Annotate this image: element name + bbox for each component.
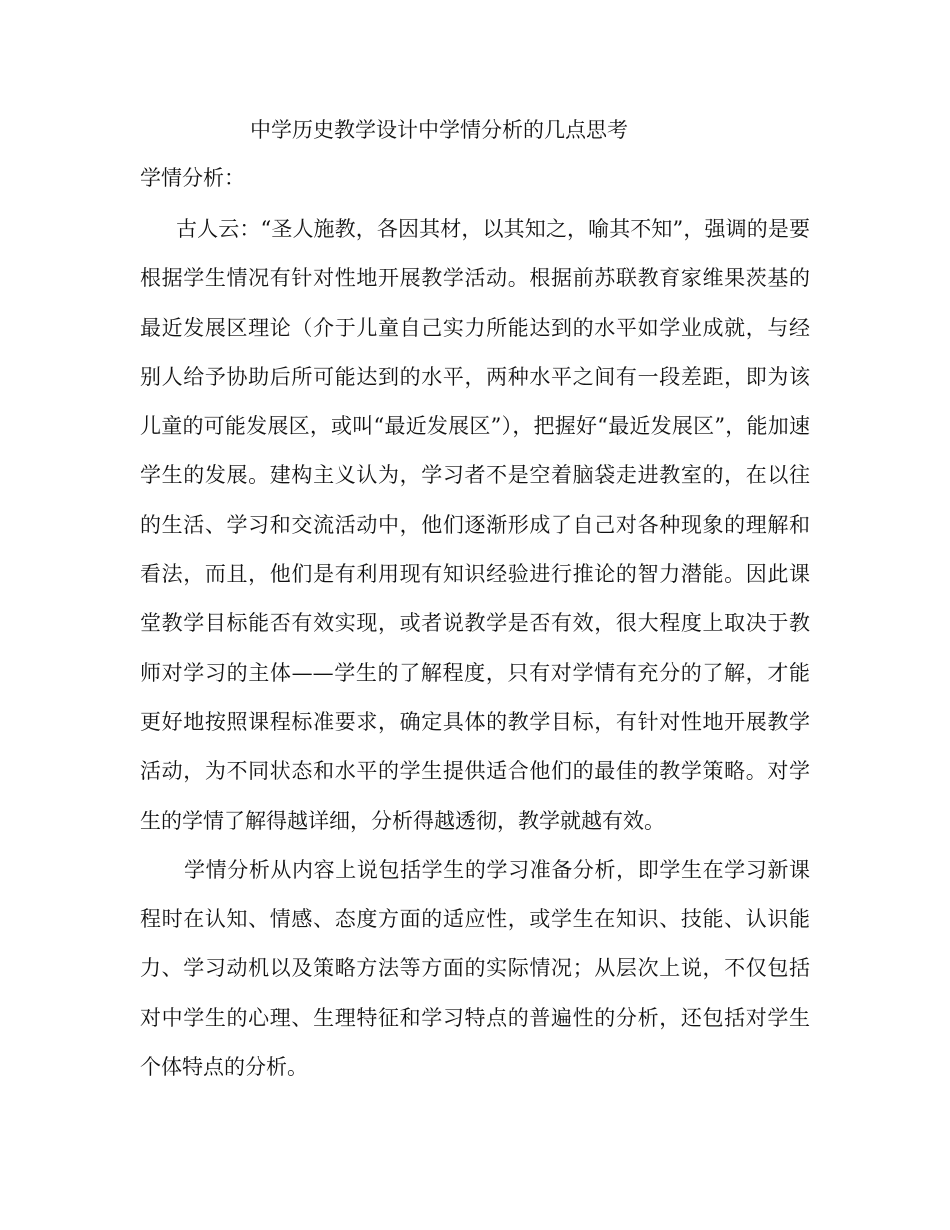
- document-title: 中学历史教学设计中学情分析的几点思考: [250, 118, 628, 142]
- document-body: [140, 205, 810, 1092]
- section-heading: 学情分析：: [140, 166, 245, 190]
- paragraph-2: 学情分析从内容上说包括学生的学习准备分析，即学生在学习新课程时在认知、情感、态度方面的适应性，或学生在知识、技能、认识能力、学习动机以及策略方法等方面的实际情况；从层次上说，不仅包括对中学生的心理、生理特征和学习特点的普遍性的分析，还包括对学生个体特点的分析。: [140, 857, 810, 1080]
- paragraph-1: 古人云：“圣人施教，各因其材，以其知之，喻其不知”，强调的是要根据学生情况有针对性地开展教学活动。根据前苏联教育家维果茨基的最近发展区理论（介于儿童自己实力所能达到的水平如学业成就，与经别人给予协助后所可能达到的水平，两种水平之间有一段差距，即为该儿童的可能发展区，或叫“最近发展区”），把握好“最近发展区”，能加速学生的发展。建构主义认为，学习者不是空着脑袋走进教室的，在以往的生活、学习和交流活动中，他们逐渐形成了自己对各种现象的理解和看法，而且，他们是有利用现有知识经验进行推论的智力潜能。因此课堂教学目标能否有效实现，或者说教学是否有效，很大程度上取决于教师对学习的主体——学生的了解程度，只有对学情有充分的了解，才能更好地按照课程标准要求，确定具体的教学目标，有针对性地开展教学活动，为不同状态和水平的学生提供适合他们的最佳的教学策略。对学生的学情了解得越详细，分析得越透彻，教学就越有效。: [140, 217, 810, 833]
